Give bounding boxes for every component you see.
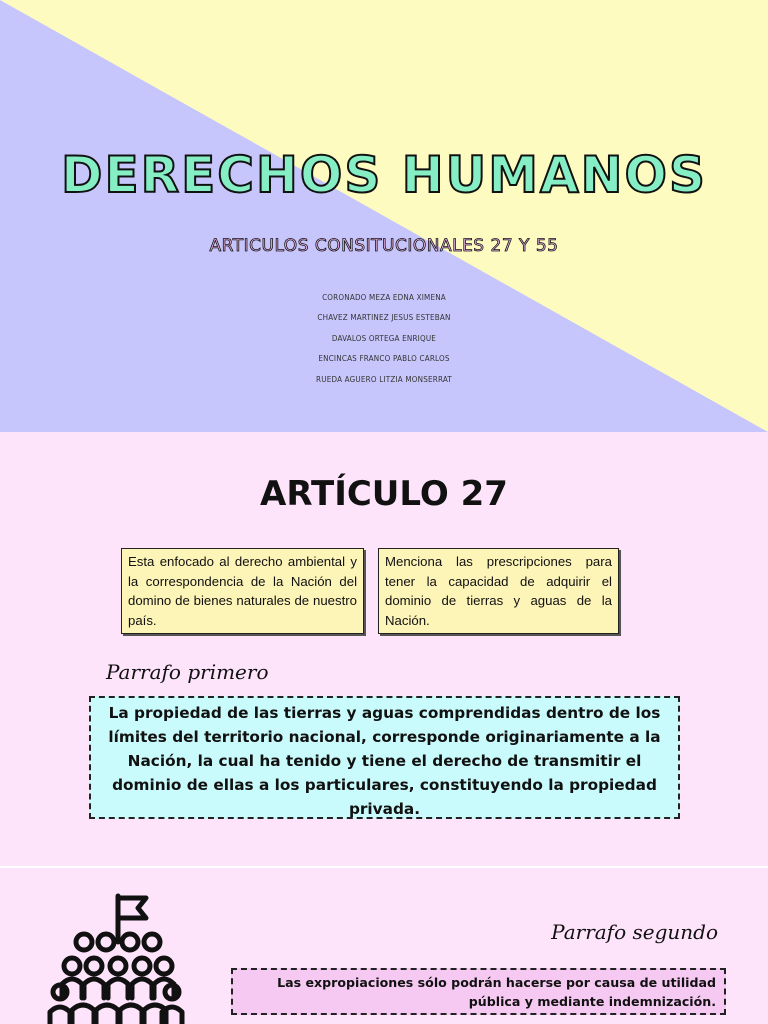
article-27-slide [0,432,768,868]
author-name: ENCINCAS FRANCO PABLO CARLOS [318,354,450,364]
author-list [0,288,768,390]
cover-slide [0,0,768,432]
author-name: CORONADO MEZA EDNA XIMENA [322,293,446,302]
people-with-flag-icon [46,892,186,1024]
note-card-prescriptions: Menciona las prescripciones para tener la capacidad de adquirir el dominio de tierras y aguas de la Nación. [378,548,619,634]
page-subtitle: ARTICULOS CONSITUCIONALES 27 Y 55 [209,236,559,256]
author-name: RUEDA AGUERO LITZIA MONSERRAT [316,374,452,384]
paragraph-2-label: Parrafo segundo [551,920,718,944]
paragraph-1-box: La propiedad de las tierras y aguas comprendidas dentro de los límites del territorio nacional, corresponde originariamente a la Nación, la cual ha tenido y tiene el derecho de transmitir el dominio de ellas a los particulares, constituyendo la propiedad privada. [89,696,680,819]
author-name: CHAVEZ MARTINEZ JESUS ESTEBAN [317,313,451,323]
page-title: DERECHOS HUMANOS [60,146,708,204]
paragraph-1-label: Parrafo primero [106,660,269,684]
author-name: DAVALOS ORTEGA ENRIQUE [331,333,437,343]
note-card-environment: Esta enfocado al derecho ambiental y la correspondencia de la Nación del domino de bienes naturales de nuestro país. [121,548,364,634]
paragraph-2-slide [0,868,768,1024]
article-title: ARTÍCULO 27 [260,474,508,514]
paragraph-2-box: Las expropiaciones sólo podrán hacerse por causa de utilidad pública y mediante indemnización. [231,968,726,1015]
